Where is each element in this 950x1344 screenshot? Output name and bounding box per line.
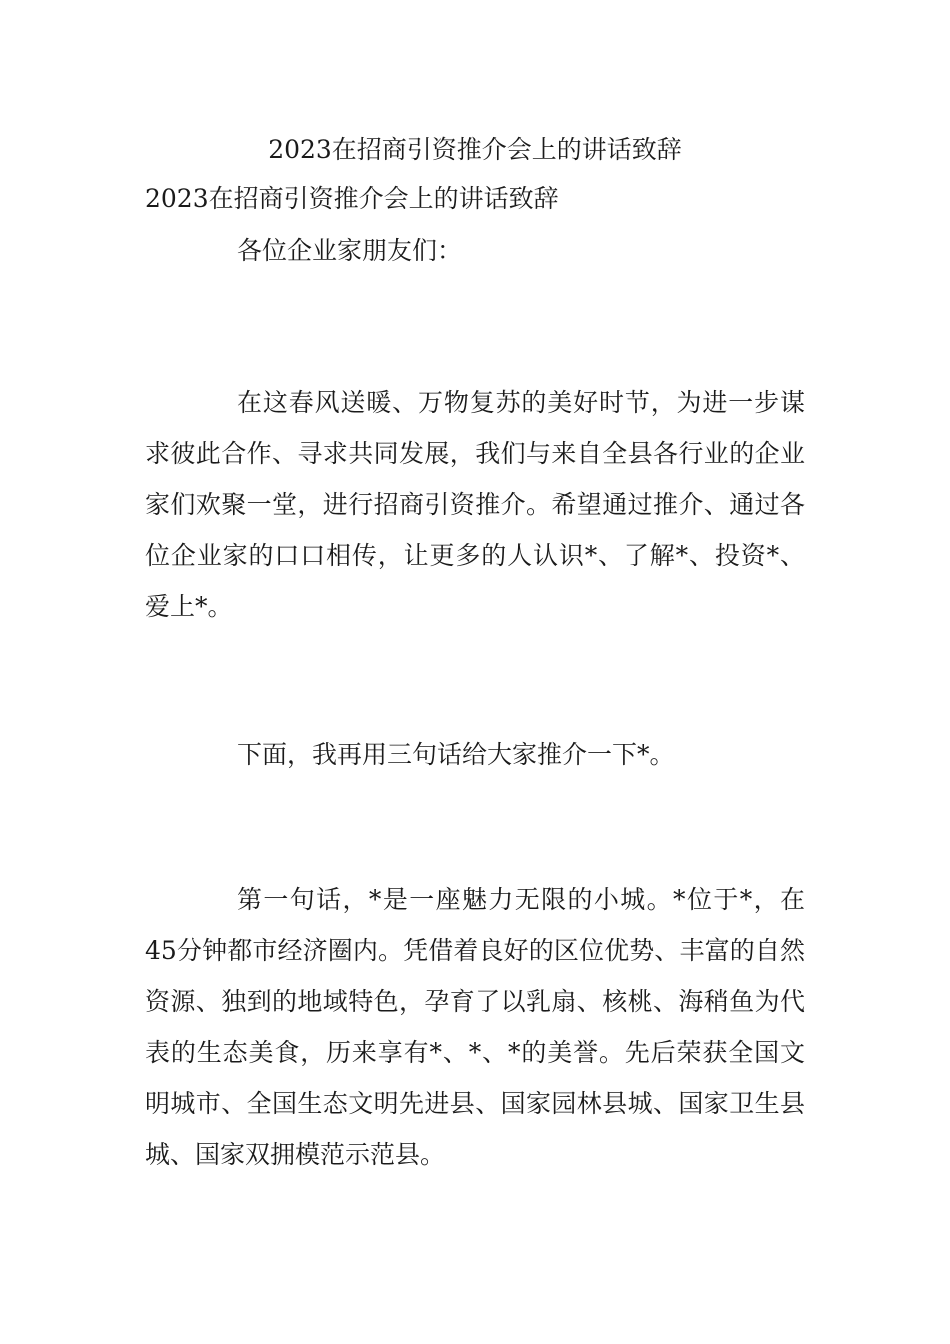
salutation: 各位企业家朋友们： (237, 236, 463, 265)
paragraph-intro: 在这春风送暖、万物复苏的美好时节，为进一步谋求彼此合作、寻求共同发展，我们与来自全县各行业的企业家们欢聚一堂，进行招商引资推介。希望通过推介、通过各位企业家的口口相传，让更多的人认识*、了解*、投资*、爱上*。 (145, 388, 805, 621)
paragraph-transition: 下面，我再用三句话给大家推介一下*。 (237, 740, 675, 769)
paragraph-first-point: 第一句话，*是一座魅力无限的小城。*位于*，在45分钟都市经济圈内。凭借着良好的区位优势、丰富的自然资源、独到的地域特色，孕育了以乳扇、核桃、海稍鱼为代表的生态美食，历来享有*、*、*的美誉。先后荣获全国文明城市、全国生态文明先进县、国家园林县城、国家卫生县城、国家双拥模范示范县。 (145, 885, 805, 1169)
document-title: 2023在招商引资推介会上的讲话致辞 (268, 135, 682, 164)
document-subtitle: 2023在招商引资推介会上的讲话致辞 (145, 184, 559, 213)
